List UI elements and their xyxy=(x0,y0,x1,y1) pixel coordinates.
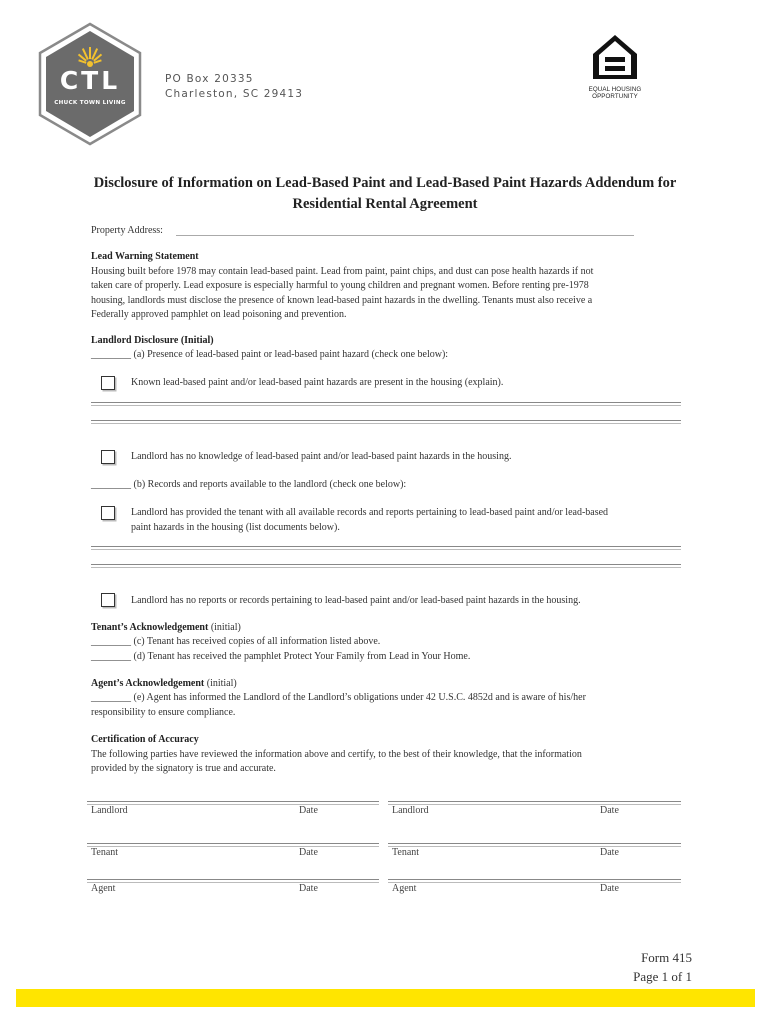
tenant-ack-title: Tenant’s Acknowledgement xyxy=(91,622,209,633)
landlord-disclosure-heading: Landlord Disclosure (Initial) xyxy=(91,335,214,346)
agent-item-e-line-1: ________ (e) Agent has informed the Landlord of the Landlord’s obligations under 42 U.S.C. 4852d and is aware of his/her xyxy=(91,692,586,703)
agent-ack-title: Agent’s Acknowledgement xyxy=(91,678,205,689)
label-date-landlord-1: Date xyxy=(299,805,318,816)
label-tenant-1: Tenant xyxy=(91,847,119,858)
tenant-item-c: ________ (c) Tenant has received copies of all information listed above. xyxy=(91,636,381,647)
lead-warning-heading: Lead Warning Statement xyxy=(91,251,199,262)
signature-line-landlord-1[interactable] xyxy=(87,801,379,805)
lead-warning-line-4: Federally approved pamphlet on lead poisoning and prevention. xyxy=(91,309,347,320)
checkbox-records-provided[interactable] xyxy=(101,506,115,520)
property-address-field[interactable] xyxy=(176,235,634,236)
option-records-provided xyxy=(131,506,691,535)
property-address-label: Property Address: xyxy=(91,225,163,236)
ctl-logo xyxy=(36,22,144,146)
documents-line-1[interactable] xyxy=(91,546,681,550)
lead-warning-line-1: Housing built before 1978 may contain lead-based paint. Lead from paint, paint chips, and dust can pose health hazards if not xyxy=(91,265,594,277)
certification-heading: Certification of Accuracy xyxy=(91,734,199,745)
tenant-item-d: ________ (d) Tenant has received the pamphlet Protect Your Family from Lead in Your Home. xyxy=(91,651,471,662)
equal-housing-line-2: OPPORTUNITY xyxy=(592,92,638,100)
lead-warning-line-3: housing, landlords must disclose the presence of known lead-based paint hazards in the dwelling. Tenants must also receive a xyxy=(91,294,593,306)
label-date-tenant-2: Date xyxy=(600,847,619,858)
certification-line-1: The following parties have reviewed the information above and certify, to the best of their knowledge, that the information xyxy=(91,748,582,760)
explain-line-1[interactable] xyxy=(91,402,681,406)
label-date-landlord-2: Date xyxy=(600,805,619,816)
label-tenant-2: Tenant xyxy=(392,847,420,858)
option-records-provided-line-1: Landlord has provided the tenant with all available records and reports pertaining to lead-based paint and/or lead-based xyxy=(131,507,609,518)
label-date-agent-2: Date xyxy=(600,883,619,894)
explain-line-2[interactable] xyxy=(91,420,681,424)
equal-housing-logo xyxy=(586,34,644,100)
option-records-provided-line-2: paint hazards in the housing (list documents below). xyxy=(131,521,340,533)
landlord-item-b: ________ (b) Records and reports available to the landlord (check one below): xyxy=(91,479,407,490)
equal-housing-line-1: EQUAL HOUSING xyxy=(588,86,642,93)
label-landlord-2: Landlord xyxy=(392,805,429,816)
agent-ack-suffix: (initial) xyxy=(204,678,237,689)
address-line-2: Charleston, SC 29413 xyxy=(165,88,304,100)
tenant-ack-suffix: (initial) xyxy=(208,622,241,633)
signature-line-landlord-2[interactable] xyxy=(388,801,681,805)
label-landlord-1: Landlord xyxy=(91,805,128,816)
option-no-knowledge: Landlord has no knowledge of lead-based paint and/or lead-based paint hazards in the housing. xyxy=(131,451,512,462)
option-known-hazards: Known lead-based paint and/or lead-based paint hazards are present in the housing (explain). xyxy=(131,377,504,388)
checkbox-no-knowledge[interactable] xyxy=(101,450,115,464)
certification-section xyxy=(91,733,691,777)
certification-line-2: provided by the signatory is true and accurate. xyxy=(91,763,276,774)
label-agent-2: Agent xyxy=(392,883,417,894)
equal-housing-house-icon xyxy=(592,34,638,80)
logo-text: CTL xyxy=(59,66,121,95)
title-line-1: Disclosure of Information on Lead-Based Paint and Lead-Based Paint Hazards Addendum for xyxy=(93,175,677,191)
lead-warning-section xyxy=(91,250,691,323)
checkbox-known-hazards[interactable] xyxy=(101,376,115,390)
landlord-item-a: ________ (a) Presence of lead-based paint or lead-based paint hazard (check one below): xyxy=(91,349,449,360)
signature-line-agent-1[interactable] xyxy=(87,879,379,883)
title-line-2: Residential Rental Agreement xyxy=(292,196,478,212)
address-line-1: PO Box 20335 xyxy=(165,73,254,85)
signature-line-agent-2[interactable] xyxy=(388,879,681,883)
page-number: Page 1 of 1 xyxy=(633,969,692,984)
agent-ack-heading xyxy=(91,677,237,692)
checkbox-no-records[interactable] xyxy=(101,593,115,607)
signature-line-tenant-1[interactable] xyxy=(87,843,379,847)
agent-item-e-line-2: responsibility to ensure compliance. xyxy=(91,706,236,718)
lead-warning-line-2: taken care of properly. Lead exposure is especially harmful to young children and pregnant women. Before renting pre-1978 xyxy=(91,280,589,291)
footer-accent-bar xyxy=(16,989,755,1007)
label-agent-1: Agent xyxy=(91,883,116,894)
tenant-ack-heading xyxy=(91,621,241,636)
label-date-tenant-1: Date xyxy=(299,847,318,858)
label-date-agent-1: Date xyxy=(299,883,318,894)
logo-subtext: CHUCK TOWN LIVING xyxy=(54,100,126,106)
form-number: Form 415 xyxy=(641,950,692,965)
documents-line-2[interactable] xyxy=(91,564,681,568)
signature-line-tenant-2[interactable] xyxy=(388,843,681,847)
agent-item-e xyxy=(91,691,691,720)
form-footer xyxy=(633,948,692,986)
company-address xyxy=(165,72,303,102)
option-no-records: Landlord has no reports or records pertaining to lead-based paint and/or lead-based paint hazards in the housing. xyxy=(131,595,581,606)
document-title xyxy=(60,173,710,215)
